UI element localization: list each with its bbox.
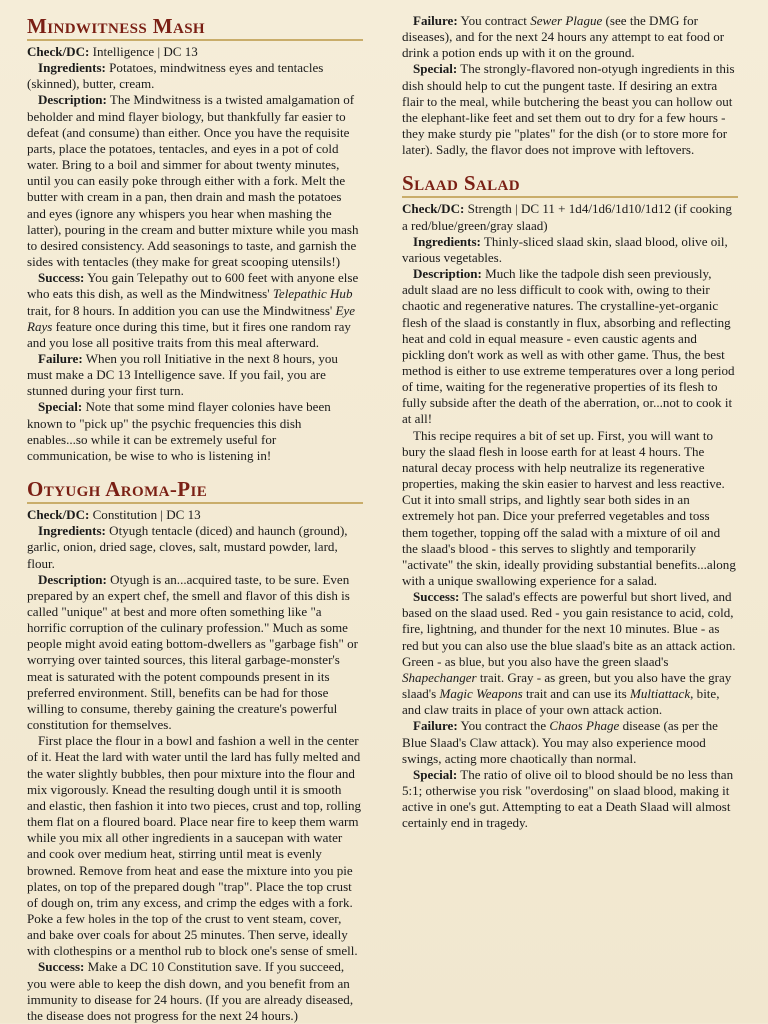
mash-description: Description: The Mindwitness is a twisted amalgamation of beholder and mind flayer biology, but thankfully far easier to defeat (and consume) than either. Once you have the requisite parts, place the potatoes, tentacles, and eyes in a pot of cold water. Bring to a boil and simmer for about twenty minutes, until you can easily poke through either with a fork. Melt the butter with cream in a pan, then drain and mash the potatoes and eyes (ignore any whispers you hear when mashing the latter), pouring in the cream and butter mixture while you mash to desired consistency. Add seasonings to taste, and garnish the sides with tentacles (they make for great scooping utensils!) — [27, 92, 359, 270]
pie-title: Otyugh Aroma-Pie — [27, 477, 363, 504]
right-column — [402, 13, 738, 832]
pie-ingredients: Ingredients: Otyugh tentacle (diced) and haunch (ground), garlic, onion, dried sage, cloves, salt, mustard powder, lard, flour. — [27, 523, 348, 571]
pie-description: Description: Otyugh is an...acquired taste, to be sure. Even prepared by an expert chef, the smell and flavor of this dish is called "unique" at best and more often something like "a horrific corruption of the culinary profession." Much as some people might avoid eating bottom-dwellers as "garbage fish" or worrying over tainted sources, this literal garbage-monster's meat is saturated with the potent compounds present in its preferred environment. Still, benefits can be had for those willing to consume, thereby gaining the creature's powerful constitution for themselves. — [27, 571, 358, 733]
salad-special: Special: The ratio of olive oil to blood should be no less than 5:1; otherwise you risk "overdosing" on slaad blood, making it active in one's gut. Attempting to eat a Death Slaad will almost certainly end in tragedy. — [402, 766, 734, 831]
salad-method: This recipe requires a bit of set up. First, you will want to bury the slaad flesh in loose earth for at least 4 hours. The natural decay process with help neutralize its regenerative properties, making the skin easier to harvest and less reactive. Cut it into small strips, and lightly sear both sides in an extremely hot pan. Dice your preferred vegetables and toss them together, topping off the salad with a mixture of oil and the slaad's blood - this serves to slightly and temporarily "activate" the skin, ideally providing substantial benefits...along with a unique swallowing experience for a salad. — [402, 427, 736, 588]
mash-success: Success: You gain Telepathy out to 600 feet with anyone else who eats this dish, as well as the Mindwitness' Telepathic Hub trait, for 8 hours. In addition you can use the Mindwitness' Eye Rays feature once during this time, but it fires one random ray and you lose all positive traits from this meal afterward. — [27, 270, 359, 350]
pie-success: Success: Make a DC 10 Constitution save. If you succeed, you were able to keep the dish down, and you benefit from an immunity to disease for 24 hours. (If you are already diseased, the disease does not progress for the next 24 hours.) — [27, 959, 354, 1023]
pie-special: Special: The strongly-flavored non-otyugh ingredients in this dish should help to cut the pungent taste. If desiring an extra flair to the meal, while butchering the beast you can hollow out the elephant-like feet and set them out to dry for a few hours - they make sturdy pie "plates" for the dish (or to store more for later). Sadly, the flavor does not improve with leftovers. — [402, 61, 735, 158]
mash-check: Check/DC: Intelligence | DC 13 — [27, 44, 198, 59]
salad-ingredients: Ingredients: Thinly-sliced slaad skin, slaad blood, olive oil, various vegetables. — [402, 233, 728, 265]
pie-failure: Failure: You contract Sewer Plague (see the DMG for diseases), and for the next 24 hours any attempt to eat food or drink a potion ends up with it on the ground. — [402, 13, 725, 61]
salad-check: Check/DC: Strength | DC 11 + 1d4/1d6/1d10/1d12 (if cooking a red/blue/green/gray slaad) — [402, 201, 732, 233]
pie-check: Check/DC: Constitution | DC 13 — [27, 507, 201, 523]
pie-method: First place the flour in a bowl and fashion a well in the center of it. Heat the lard with water until the lard has fully melted and the water slightly bubbles, then pour mixture into the flour and mix vigorously. Knead the resulting dough until it is smooth and elastic, then fashion it into two pieces, crust and top, rolling them flat on a floured board. Place near fire to keep them warm while you mix all other ingredients in a saucepan with water and cook over medium heat, stirring until meat is evenly browned. Remove from heat and ease the mixture into you pie plates, on top of the prepared dough "trap". Place the top crust of dough on, trim any excess, and crimp the edges with a fork. Poke a few holes in the top of the crust to vent steam, cover, and bake over coals for about 25 minutes. Then serve, ideally with clothespins or a menthol rub to block one's sense of smell. — [27, 733, 362, 959]
salad-failure: Failure: You contract the Chaos Phage disease (as per the Blue Slaad's Claw attack). You may also experience mood swings, acting more chaotically than normal. — [402, 718, 718, 766]
salad-description: Description: Much like the tadpole dish seen previously, adult slaad are no less difficult to cook with, owing to their chaotic and regenerative natures. The crystalline-yet-organic flesh of the slaad is constantly in flux, absorbing and reflecting heat and cold in equal measure - even caustic agents and pickling don't work as well as with other game. Thus, the best method is either to use extreme temperatures over a long period of time, waiting for the regenerative properties of its flesh to fully subside after the death of the aberration, or...not to cook it at all! — [402, 266, 735, 427]
mash-ingredients: Ingredients: Potatoes, mindwitness eyes and tentacles (skinned), butter, cream. — [27, 60, 324, 92]
salad-success: Success: The salad's effects are powerful but short lived, and based on the slaad used. Red - you gain resistance to acid, cold, fire, lightning, and thunder for the next 10 minutes. Blue - as red but you can also use the blue slaad's bite as an attack action. Green - as blue, but you also have the green slaad's Shapechanger trait. Gray - as green, but you also have the gray slaad's Magic Weapons trait and can use its Multiattack, bite, and claw traits in place of your own attack action. — [402, 589, 736, 718]
salad-title: Slaad Salad — [402, 171, 738, 198]
left-column — [27, 14, 363, 1024]
mash-failure: Failure: When you roll Initiative in the next 8 hours, you must make a DC 13 Intelligence save. If you fail, you are stunned during your first turn. — [27, 350, 338, 399]
mash-special: Special: Note that some mind flayer colonies have been known to "pick up" the psychic frequencies this dish enables...so while it can be extremely useful for communication, be wise to who is listening in! — [27, 399, 331, 463]
mash-title: Mindwitness Mash — [27, 14, 363, 41]
